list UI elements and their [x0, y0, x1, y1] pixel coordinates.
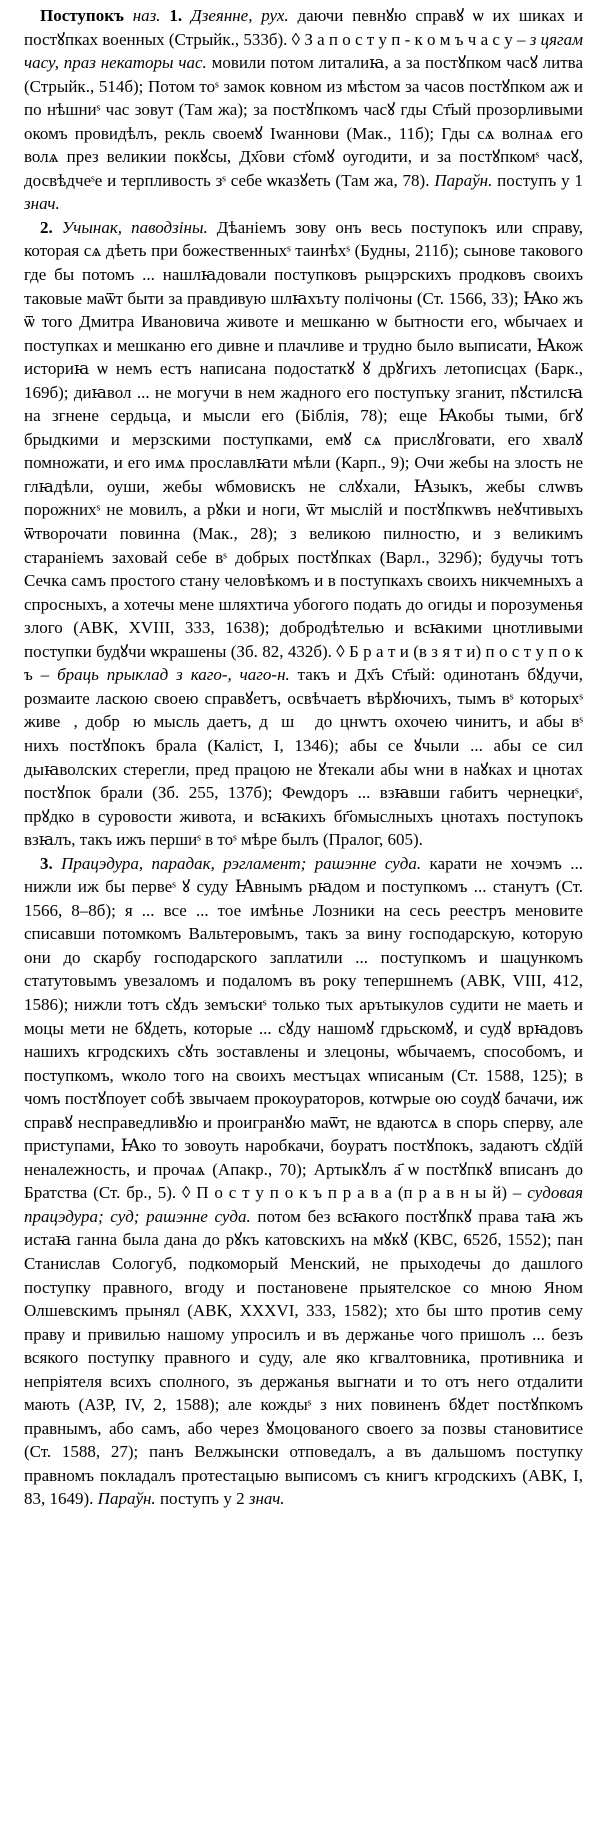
entry-paragraph-3: [24, 852, 583, 1511]
bold-run: 3.: [40, 853, 53, 873]
italic-run: наз.: [132, 6, 161, 25]
italic-run: судовая працэдура; суд; рашэнне суда.: [24, 1183, 583, 1226]
text-run: [53, 218, 62, 237]
bold-run: Поступокъ: [40, 6, 124, 25]
text-run: поступъ у 2: [155, 1489, 249, 1509]
text-run: [182, 6, 191, 25]
bold-run: 2.: [40, 217, 53, 237]
italic-run: Працэдура, парадак, рэгламент; рашэнне суда.: [61, 853, 422, 873]
bold-run: 1.: [169, 6, 183, 25]
text-run: даючи певнꙋю справꙋ ѡ их шиках и постꙋпках военных (Стрыйк., 533б). ◊ З а п о с т у п - к о м ъ ч а с у –: [24, 6, 584, 49]
text-run: потом без всꙗкого постꙋпкꙋ права таꙗ жъ истаꙗ ганна была дана до рꙋкъ катовскихъ на мꙋкꙋ (КВС, 652б, 1552); пан Станислав Сологуб, подкоморый Менский, не прыходечы до дашлого поступку правного, вгоду и постановене прыятелское со мною Яном Олшевскимъ прынял (АВК, XXXVI, 333, 1582); хто бы што против сему праву и привилью нашому упросилъ и въ держанье чого пришолъ ... безъ всякого поступку правного и суду, але яко кгвалтовника, противника и непрiятеля всихъ сполного, зъ держанья выгнати и то отъ него отдалити мають (АЗР, IV, 2, 1588); але кождыˢ з них повиненъ бꙋдет постꙋпкомъ правнымъ, або самъ, або через ꙋмоцованого своего за позвы становитисе (Ст. 1588, 27); панъ Велжынски отповедалъ, а въ дальшомъ поступку правномъ покладалъ протестацыю выписомъ съ книгъ кгродскихъ (АВК, I, 83, 1649).: [24, 1206, 583, 1509]
text-run: такъ и Дх҃ъ Ст҃ый: одинотанъ бꙋдучи, розмаите ласкою своею справꙋетъ, освѣчаетъ вѣрꙋючихъ, тымъ вˢ которыхˢ живеⷮ, добрꙋю мысль даетъ, дꙋшꙋ до цнwтъ охочею чинитъ, и абы вˢ нихъ постꙋпокъ брала (Каліст, I, 1346); абы се ꙋчыли ... абы се сил дыꙗволских стерегли, пред працою не ꙋтекали абы wни в наꙋках и цнотах постꙋпок брали (Зб. 255, 137б); Феѡдоръ ... взꙗвши габитъ чернецкиˢ, прꙋдко в суровости живота, и всꙗкихъ бг҃омыслныхъ цнотахъ поступокъ взꙗлъ, такъ ижъ першиˢ в тоˢ мѣре былъ (Пралог, 605).: [24, 665, 583, 850]
italic-run: браць прыклад з каго-, чаго-н.: [57, 665, 290, 685]
italic-run: знач.: [24, 194, 60, 214]
text-run: [53, 854, 61, 873]
italic-run: Параўн.: [434, 170, 493, 190]
entry-paragraph-1: [24, 4, 583, 216]
text-run: карати не хочэмъ ... нижли иж бы первеˢ ꙋ суду Ꙗвнымъ рꙗдом и поступкомъ ... станутъ (Ст. 1566, 8–8б); я ... все ... тое имѣнье Лозники на сесь реестръ меновите списавши потомкомъ Вальтеровымъ, такъ за вину господарскую, которую они до скарбу господарского заплатили ... поступкомъ и шацункомъ статутовымъ увезаломъ и подаломъ въ року тепершнемъ (АВК, VIII, 412, 1586); нижли тотъ сꙋдъ земъскиˢ только тых арътыкулов судити не маеть и моцы мети не бꙋдеть, которые ... сꙋду нашомꙋ гдрьскомꙋ, и судꙋ врꙗдовъ нашихъ кгродскихъ сꙋть зоставлены и злецоны, ѡбычаемъ, способомъ, и поступкомъ, wколо того на своихъ местъцах ѡписаным (Ст. 1588, 125); в чомъ постꙋпоует собѣ звычаем прокоураторов, котѡрые ою соудꙋ бачачи, иж справꙋ несправедливꙋю и проигранꙋю маѿт, не вдаютсѧ в спорь сперву, але приступами, Ꙗко то зовоуть наробкачи, боуратъ постꙋпокъ, задаютъ сꙋдїй неналежность, и прочаѧ (Апакр., 70); Артыкꙋлъ а҃ ѡ постꙋпкꙋ вписанъ до Братства (Ст. бр., 5). ◊ П о с т у п о к ъ п р а в а (п р а в н ы й) –: [24, 853, 583, 1203]
italic-run: знач.: [248, 1489, 285, 1509]
italic-run: Дзеянне, рух.: [190, 6, 289, 25]
text-run: Дѣаніемъ зову онъ весь поступокъ или справу, которая сѧ дѣеть при божественныхˢ таинѣхˢ (Будны, 211б); сынове таковогo где бы потомъ ... нашлꙗдовали поступковъ рыцэрскихъ продковъ своихъ таковые маѿт быти за правдивую шлꙗхъту полічоны (Ст. 1566, 33); Ꙗко жъ ѿ того Дмитра Ивановича животе и мешканю ѡ бытности его, ѡбычаех и поступках и мешканю его дивне и плачливе и трудно было выписати, Ꙗкож историꙗ ѡ немъ естъ написана подостаткꙋ ꙋ дрꙋгихъ летописцах (Барк., 169б); диꙗвол ... не могучи в нем жадного его поступъку зганит, пꙋстилсꙗ на згнене сердьца, и мысли его (Біблія, 78); еще Ꙗкобы тыми, бгꙋ брыдкими и мерзскими поступками, емꙋ сѧ прислꙋговати, его хвалꙋ помножати, и его имѧ прославлꙗти мѣли (Карп., 9); Очи жебы на злость не глꙗдѣли, оуши, жебы ѡбмовискъ не слꙋхали, Ꙗзыкъ, жебы слwвъ порожнихˢ не мовилъ, а рꙋки и ноги, ѿт мыслій и постꙋпкwвъ неꙋчтивыхъ ѿтворочати повинна (Мак., 28); з великою пилностю, и з великимъ стараніемъ захoвай себе вˢ добрых постꙋпках (Варл., 329б); будучы тотъ Сечка самъ простого стану человѣкомъ и в поступкахъ своихъ никчемныхъ а спросныхъ, а хотечы мене шляхтича убогого подать до огиды и порозуменья злого (АВК, XVIII, 333, 1638); добродѣтелью и всꙗкими цнотливыми поступки будꙋчи ѡкрашены (Зб. 82, 432б). ◊ Б р а т и (в з я т и) п о с т у п о к ъ –: [24, 217, 584, 685]
italic-run: з цягам часу, праз некаторы час.: [24, 29, 583, 73]
entry-paragraph-2: [24, 216, 583, 852]
text-run: поступъ у 1: [492, 170, 583, 190]
text-run: [124, 6, 133, 25]
italic-run: Учынак, паводзіны.: [61, 217, 208, 237]
text-run: мовили потом литалиꙗ, а за постꙋпком часꙋ литва (Стрыйк., 514б); Потом тоˢ замок ковном из мѣстом за часов постꙋпком аж и по нѣшниˢ час зовут (Там жа); за постꙋпкомъ часꙋ гды Ст҃ый прозорливыми окомъ провидѣлъ, рекль своемꙋ Іwаннови (Мак., 11б); Гды сѧ волнаѧ его волѧ през великии покꙋсы, Дх҃ови ст҃омꙋ оугодити, и за постꙋпкомˢ часꙋ, досвѣдчеˢе и терпливость зˢ себе ѡказꙋеть (Там жа, 78).: [24, 53, 583, 190]
italic-run: Параўн.: [97, 1489, 156, 1509]
